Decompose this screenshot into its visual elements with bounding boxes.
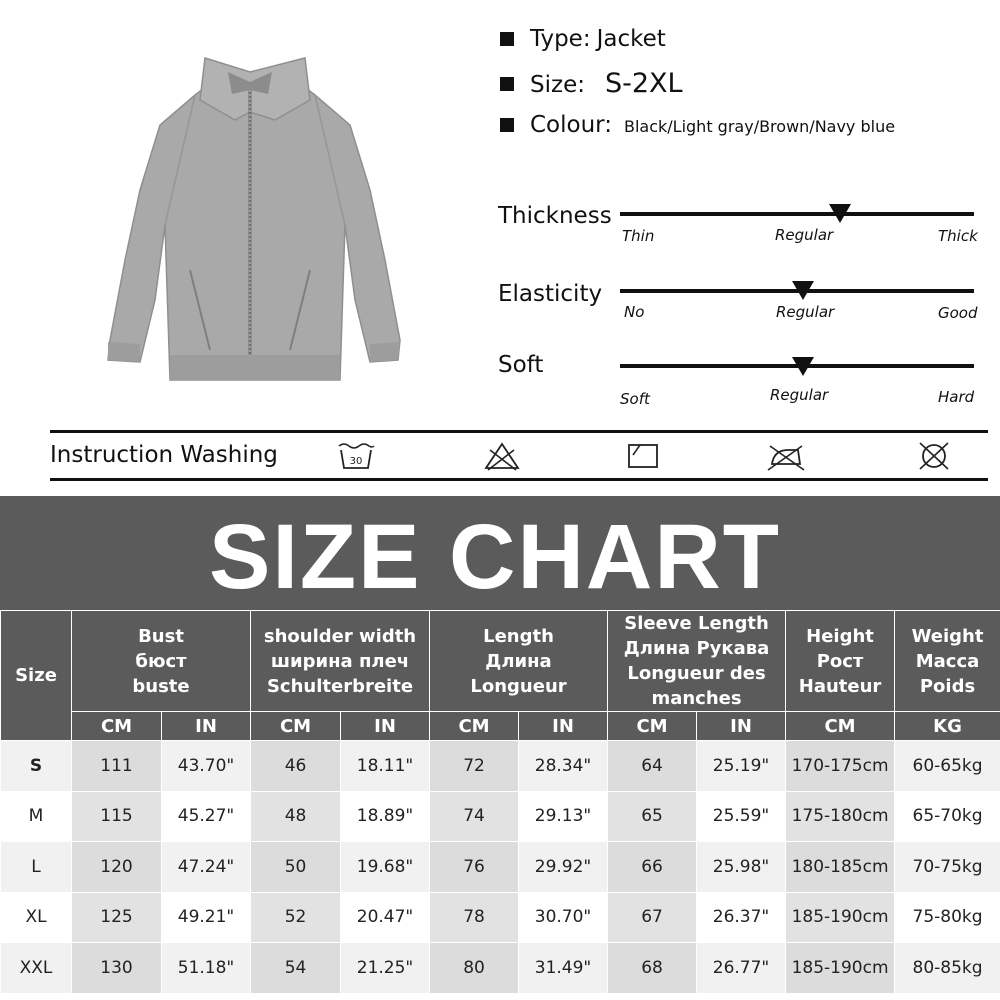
- unit-cell: KG: [895, 712, 1000, 741]
- scale-marker-thickness: [829, 204, 851, 223]
- scale-marker-elasticity: [792, 281, 814, 300]
- size-cell: L: [1, 842, 72, 893]
- table-cell: 74: [430, 791, 519, 842]
- table-header-row: [1, 611, 1000, 712]
- scale-tick-soft: Soft: [620, 390, 650, 408]
- spec-colour-value: Black/Light gray/Brown/Navy blue: [623, 117, 896, 136]
- table-cell: 78: [430, 892, 519, 943]
- table-row: [1, 791, 1000, 842]
- spec-colour: [500, 112, 895, 138]
- table-cell: 52: [251, 892, 341, 943]
- table-cell: 170-175cm: [786, 741, 895, 792]
- unit-cell: CM: [786, 712, 895, 741]
- table-cell: 28.34": [519, 741, 608, 792]
- table-cell: 185-190cm: [786, 943, 895, 994]
- table-cell: 26.37": [697, 892, 786, 943]
- table-cell: 25.59": [697, 791, 786, 842]
- table-cell: 75-80kg: [895, 892, 1000, 943]
- scale-label-soft: Soft: [498, 352, 544, 378]
- header-size: Size: [1, 611, 72, 741]
- table-cell: 31.49": [519, 943, 608, 994]
- table-unit-row: [1, 712, 1000, 741]
- table-cell: 47.24": [162, 842, 251, 893]
- table-cell: 25.98": [697, 842, 786, 893]
- table-cell: 65-70kg: [895, 791, 1000, 842]
- header-sleeve: Sleeve Length Длина Рукава Longueur des manches: [608, 611, 786, 712]
- table-cell: 26.77": [697, 943, 786, 994]
- spec-type-label: Type:: [530, 26, 591, 52]
- size-cell: XXL: [1, 943, 72, 994]
- table-row: [1, 943, 1000, 994]
- table-row: [1, 842, 1000, 893]
- scale-tick-regular: Regular: [776, 303, 835, 321]
- table-cell: 72: [430, 741, 519, 792]
- scale-tick-thin: Thin: [622, 227, 655, 245]
- table-cell: 65: [608, 791, 697, 842]
- spec-type-value: Jacket: [596, 26, 666, 52]
- wash-divider-bottom: [50, 478, 988, 481]
- scale-tick-hard: Hard: [938, 388, 975, 406]
- unit-cell: IN: [697, 712, 786, 741]
- table-cell: 125: [72, 892, 162, 943]
- unit-cell: IN: [519, 712, 608, 741]
- scale-tick-good: Good: [938, 304, 978, 322]
- table-cell: 66: [608, 842, 697, 893]
- table-cell: 30.70": [519, 892, 608, 943]
- table-cell: 25.19": [697, 741, 786, 792]
- table-cell: 175-180cm: [786, 791, 895, 842]
- table-cell: 51.18": [162, 943, 251, 994]
- table-cell: 20.47": [341, 892, 430, 943]
- scale-line-thickness: [620, 212, 974, 216]
- table-cell: 67: [608, 892, 697, 943]
- bullet-square-icon: [500, 118, 514, 132]
- table-cell: 180-185cm: [786, 842, 895, 893]
- unit-cell: IN: [341, 712, 430, 741]
- table-cell: 60-65kg: [895, 741, 1000, 792]
- bullet-square-icon: [500, 32, 514, 46]
- unit-cell: CM: [72, 712, 162, 741]
- no-bleach-icon: [482, 440, 522, 472]
- unit-cell: CM: [251, 712, 341, 741]
- table-row: [1, 892, 1000, 943]
- spec-size: [500, 68, 683, 99]
- size-cell: S: [1, 741, 72, 792]
- unit-cell: CM: [430, 712, 519, 741]
- no-iron-icon: [766, 440, 806, 472]
- no-dry-clean-icon: [914, 440, 954, 472]
- table-cell: 185-190cm: [786, 892, 895, 943]
- header-bust: Bust бюст buste: [72, 611, 251, 712]
- scale-tick-regular: Regular: [770, 386, 829, 404]
- spec-type: [500, 26, 666, 52]
- wash-title: Instruction Washing: [50, 442, 278, 468]
- table-cell: 70-75kg: [895, 842, 1000, 893]
- table-cell: 115: [72, 791, 162, 842]
- table-cell: 64: [608, 741, 697, 792]
- bullet-square-icon: [500, 77, 514, 91]
- table-cell: 111: [72, 741, 162, 792]
- scale-marker-soft: [792, 357, 814, 376]
- table-cell: 76: [430, 842, 519, 893]
- scale-tick-regular: Regular: [775, 226, 834, 244]
- size-chart-title: SIZE CHART: [209, 506, 781, 608]
- table-cell: 29.92": [519, 842, 608, 893]
- wash-divider-top: [50, 430, 988, 433]
- table-cell: 43.70": [162, 741, 251, 792]
- scale-tick-thick: Thick: [938, 227, 978, 245]
- jacket-image: [100, 50, 410, 390]
- table-cell: 80: [430, 943, 519, 994]
- table-cell: 49.21": [162, 892, 251, 943]
- table-cell: 50: [251, 842, 341, 893]
- table-cell: 130: [72, 943, 162, 994]
- table-cell: 19.68": [341, 842, 430, 893]
- table-cell: 48: [251, 791, 341, 842]
- table-cell: 45.27": [162, 791, 251, 842]
- table-cell: 68: [608, 943, 697, 994]
- table-cell: 29.13": [519, 791, 608, 842]
- wash-30-icon: [336, 440, 376, 472]
- size-table-body: [1, 741, 1000, 994]
- unit-cell: CM: [608, 712, 697, 741]
- header-shoulder: shoulder width ширина плеч Schulterbreite: [251, 611, 430, 712]
- table-cell: 46: [251, 741, 341, 792]
- header-height: Height Рост Hauteur: [786, 611, 895, 712]
- scale-tick-no: No: [624, 303, 645, 321]
- table-cell: 21.25": [341, 943, 430, 994]
- table-row: [1, 741, 1000, 792]
- table-cell: 120: [72, 842, 162, 893]
- size-cell: XL: [1, 892, 72, 943]
- spec-size-label: Size:: [530, 72, 585, 98]
- table-cell: 80-85kg: [895, 943, 1000, 994]
- spec-colour-label: Colour:: [530, 112, 612, 138]
- size-cell: M: [1, 791, 72, 842]
- unit-cell: IN: [162, 712, 251, 741]
- header-weight: Weight Масса Poids: [895, 611, 1000, 712]
- table-cell: 18.11": [341, 741, 430, 792]
- scale-label-elasticity: Elasticity: [498, 281, 603, 307]
- header-length: Length Длина Longueur: [430, 611, 608, 712]
- tumble-dry-icon: [623, 440, 663, 472]
- spec-size-value: S-2XL: [604, 68, 683, 99]
- table-cell: 54: [251, 943, 341, 994]
- scale-label-thickness: Thickness: [498, 203, 612, 229]
- wash-temp-label: 30: [349, 456, 363, 467]
- size-table: [0, 610, 1000, 994]
- table-cell: 18.89": [341, 791, 430, 842]
